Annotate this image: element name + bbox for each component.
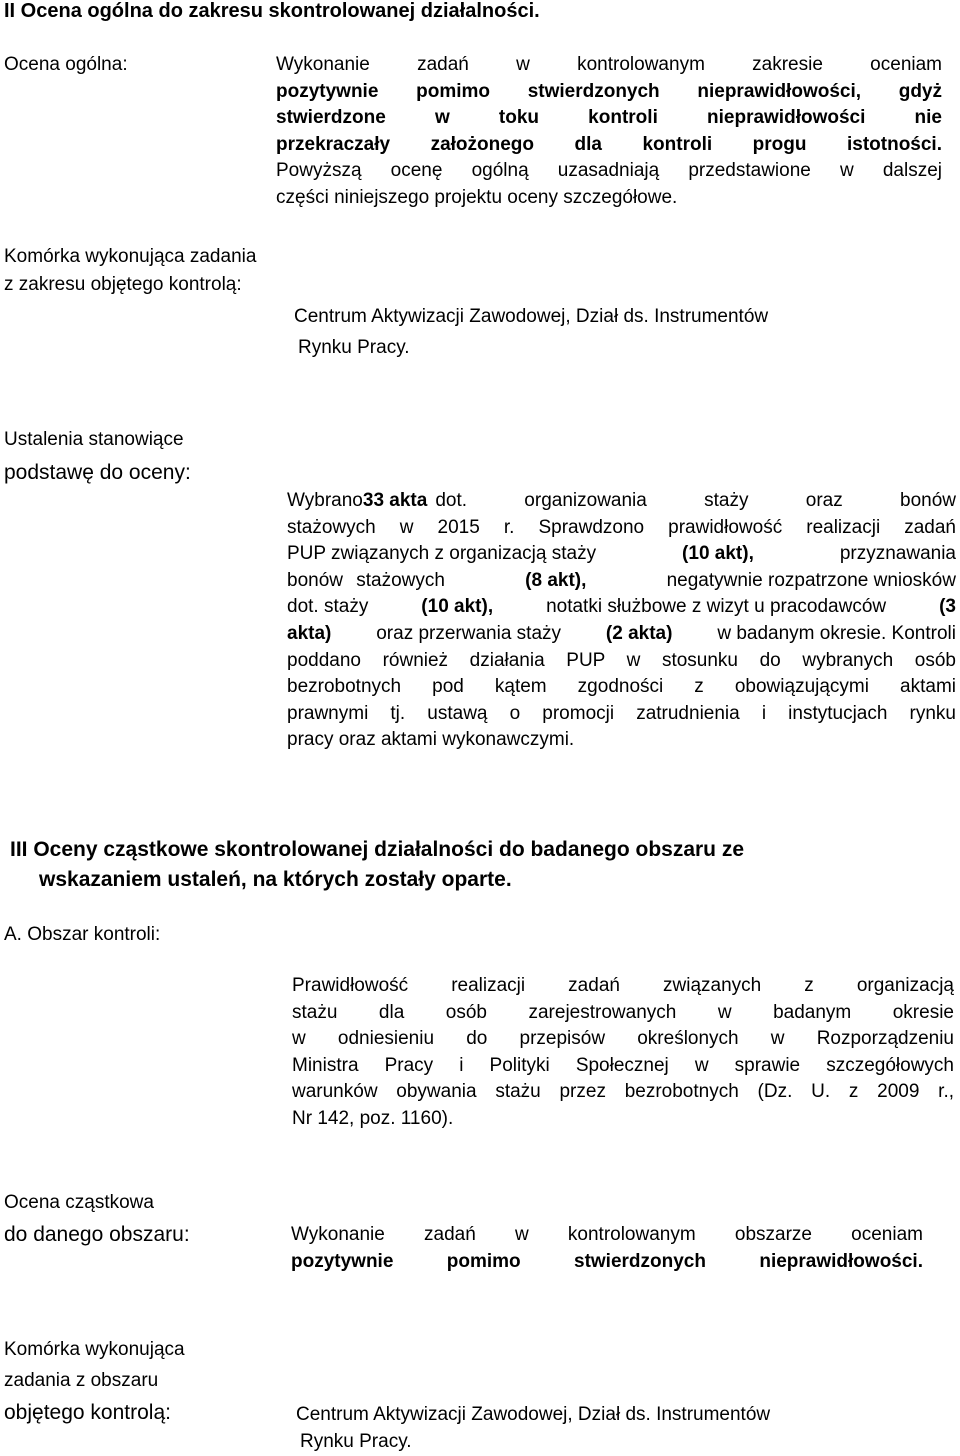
unit2-label-line-3: objętego kontrolą: (4, 1401, 171, 1424)
area-a-text (292, 973, 954, 1133)
findings-bold-count: akta) (287, 622, 332, 644)
unit-label-line-2: z zakresu objętego kontrolą: (4, 274, 242, 295)
findings-label-line-1: Ustalenia stanowiące (4, 429, 184, 450)
findings-bold-count: (8 akt), (525, 569, 587, 591)
overall-line-4: przekraczały założonego dla kontroli progu istotności. (276, 133, 942, 155)
area-a-line-2: stażu dla osób zarejestrowanych w badanym okresie (292, 1001, 954, 1023)
findings-bold-count: (2 akta) (605, 622, 673, 644)
unit2-label-line-1: Komórka wykonująca (4, 1339, 185, 1360)
findings-line-4 (287, 568, 956, 595)
overall-line-3: stwierdzone w toku kontroli nieprawidłowości nie (276, 107, 942, 129)
section-3-heading (10, 835, 950, 895)
partial-line-2: pozytywnie pomimo stwierdzonych nieprawidłowości. (291, 1250, 923, 1272)
area-a-line-6: Nr 142, poz. 1160). (292, 1107, 454, 1129)
findings-text-segment: oraz przerwania staży (376, 622, 562, 644)
findings-text-segment: dot. staży (287, 596, 369, 618)
findings-line-3 (287, 541, 956, 568)
findings-text-segment: Wybrano (287, 490, 363, 511)
findings-line-2: stażowych w 2015 r. Sprawdzono prawidłowość realizacji zadań (287, 516, 956, 538)
overall-label: Ocena ogólna: (4, 54, 128, 75)
partial-label-line-2: do danego obszaru: (4, 1223, 190, 1246)
section-2-heading (4, 0, 954, 25)
area-a-line-4: Ministra Pracy i Polityki Społecznej w sprawie szczegółowych (292, 1054, 954, 1076)
section-3-title-line-1: III Oceny cząstkowe skontrolowanej działalności do badanego obszaru ze (10, 838, 745, 861)
overall-text (276, 52, 942, 212)
partial-line-1: Wykonanie zadań w kontrolowanym obszarze oceniam (291, 1224, 923, 1245)
findings-text-segment: negatywnie rozpatrzone wniosków (666, 569, 956, 591)
area-a-label: A. Obszar kontroli: (4, 924, 161, 945)
overall-line-2: pozytywnie pomimo stwierdzonych nieprawidłowości, gdyż (276, 80, 942, 102)
findings-line-8: bezrobotnych pod kątem zgodności z obowiązującymi aktami (287, 676, 956, 698)
overall-line-1: Wykonanie zadań w kontrolowanym zakresie oceniam (276, 54, 942, 75)
findings-line-1 (287, 488, 956, 515)
partial-label-line-1: Ocena cząstkowa (4, 1192, 154, 1213)
findings-text-segment: notatki służbowe z wizyt u pracodawców (546, 596, 887, 618)
unit2-label-line-2: zadania z obszaru (4, 1370, 159, 1391)
findings-bold-count: (10 akt), (421, 596, 494, 618)
findings-bold-count: 33 akta (362, 490, 428, 511)
unit-value-line-1: Centrum Aktywizacji Zawodowej, Dział ds. Instrumentów (294, 306, 769, 327)
findings-label-line-2: podstawę do oceny: (4, 461, 191, 484)
findings-text-segment: przyznawania (839, 543, 956, 565)
overall-line-6: części niniejszego projektu oceny szczegółowe. (276, 186, 678, 208)
section-2-title: II Ocena ogólna do zakresu skontrolowanej działalności. (4, 0, 540, 22)
findings-text-segment: PUP związanych z organizacją staży (287, 543, 597, 565)
findings-bold-count: (3 (939, 596, 956, 618)
findings-line-7: poddano również działania PUP w stosunku do wybranych osób (287, 649, 956, 671)
section-3-title-line-2: wskazaniem ustaleń, na których zostały oparte. (39, 868, 512, 891)
findings-text-segment: bonów stażowych (287, 569, 445, 591)
unit2-value-line-1: Centrum Aktywizacji Zawodowej, Dział ds. Instrumentów (296, 1404, 771, 1425)
findings-bold-count: (10 akt), (682, 543, 754, 565)
findings-line-5 (287, 594, 956, 621)
findings-text-segment: dot. organizowania staży oraz bonów (435, 490, 956, 511)
findings-line-10: pracy oraz aktami wykonawczymi. (287, 729, 575, 751)
overall-line-5: Powyższą ocenę ogólną uzasadniają przedstawione w dalszej (276, 160, 942, 182)
partial-text (291, 1222, 923, 1275)
findings-line-6 (287, 621, 956, 648)
area-a-line-3: w odniesieniu do przepisów określonych w Rozporządzeniu (292, 1028, 954, 1050)
unit2-value-line-2: Rynku Pracy. (300, 1431, 412, 1452)
unit-value-line-2: Rynku Pracy. (298, 337, 410, 358)
unit-label-line-1: Komórka wykonująca zadania (4, 246, 257, 267)
area-a-line-5: warunków obywania stażu przez bezrobotnych (Dz. U. z 2009 r., (292, 1081, 954, 1103)
area-a-line-1: Prawidłowość realizacji zadań związanych z organizacją (292, 975, 954, 996)
findings-text-segment: w badanym okresie. Kontroli (717, 622, 956, 644)
findings-line-9: prawnymi tj. ustawą o promocji zatrudnienia i instytucjach rynku (287, 702, 956, 724)
findings-text (287, 488, 956, 754)
